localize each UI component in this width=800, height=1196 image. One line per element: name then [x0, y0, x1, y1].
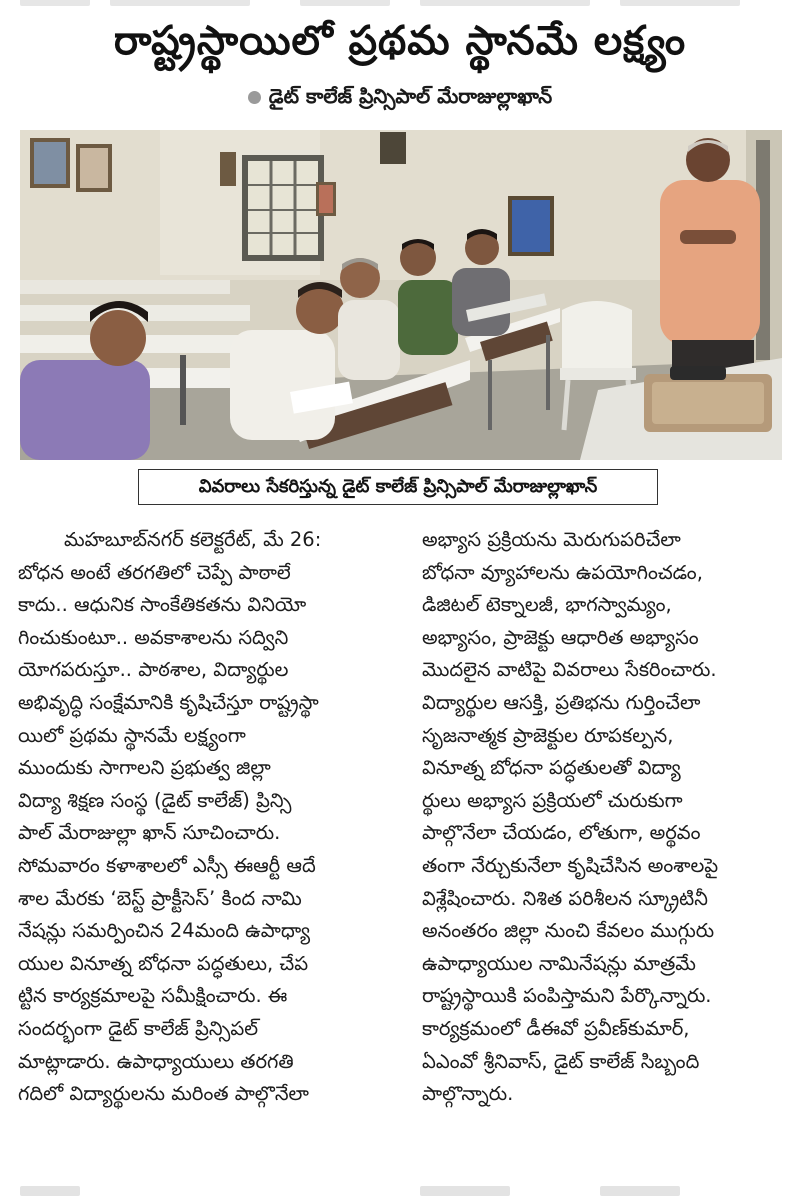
article-line: సోమవారం కళాశాలలో ఎస్సీ ఈఆర్టీ ఆదే [18, 853, 316, 877]
article-line: అభ్యాస ప్రక్రియను మెరుగుపరిచేలా [422, 528, 681, 551]
article-line: ముందుకు సాగాలని ప్రభుత్వ జిల్లా [18, 756, 271, 780]
article-line: అభివృద్ధి సంక్షేమానికి కృషిచేస్తూ రాష్ట్రస్థా [18, 690, 319, 714]
article-line: సందర్భంగా డైట్ కాలేజ్ ప్రిన్సిపల్ [18, 1016, 259, 1040]
article-line: యుల వినూత్న బోధనా పద్ధతులు, చేప [18, 951, 309, 975]
article-column-left [18, 524, 400, 1111]
article-line: ఉపాధ్యాయుల నామినేషన్లు మాత్రమే [422, 951, 696, 975]
article-line: తంగా నేర్చుకునేలా కృషిచేసిన అంశాలపై [422, 853, 719, 877]
article-line: సృజనాత్మక ప్రాజెక్టుల రూపకల్పన, [422, 723, 674, 747]
article-line: బోధనా వ్యూహాలను ఉపయోగించడం, [422, 560, 703, 584]
article-line: పాల్గొనేలా చేయడం, లోతుగా, అర్థవం [422, 821, 701, 845]
article-line: పాల్ మేరాజుల్లా ఖాన్ సూచించారు. [18, 821, 281, 845]
article-line: కార్యక్రమంలో డీఈవో ప్రవీణ్‌కుమార్, [422, 1016, 690, 1040]
article-line: గించుకుంటూ.. అవకాశాలను సద్విని [18, 625, 289, 649]
article-column-right [422, 524, 784, 1111]
article-line: మాట్లాడారు. ఉపాధ్యాయులు తరగతి [18, 1049, 294, 1073]
news-photo [20, 130, 782, 460]
window [242, 155, 324, 261]
article-line: విద్యార్థుల ఆసక్తి, ప్రతిభను గుర్తించేలా [422, 690, 701, 714]
article-line: గదిలో విద్యార్థులను మరింత పాల్గొనేలా [18, 1082, 309, 1106]
article-line: రాష్ట్రస్థాయికి పంపిస్తామని పేర్కొన్నారు. [422, 984, 712, 1008]
headline: రాష్ట్రస్థాయిలో ప్రథమ స్థానమే లక్ష్యం [113, 18, 687, 64]
cropped-previous-text [0, 0, 800, 8]
article-line: యిలో ప్రథమ స్థానమే లక్ష్యంగా [18, 723, 246, 747]
article-line: విద్యా శిక్షణ సంస్థ (డైట్ కాలేజ్) ప్రిన్సి [18, 788, 292, 812]
article-line: మొదలైన వాటిపై వివరాలు సేకరించారు. [422, 658, 717, 682]
article-line: వినూత్న బోధనా పద్ధతులతో విద్యా [422, 756, 681, 780]
article-line: డిజిటల్ టెక్నాలజీ, భాగస్వామ్యం, [422, 593, 672, 617]
subheadline [0, 84, 800, 113]
cropped-next-text [0, 1182, 800, 1194]
article-line: ర్థులు అభ్యాస ప్రక్రియలో చురుకుగా [422, 788, 683, 812]
photo-caption: వివరాలు సేకరిస్తున్న డైట్ కాలేజ్ ప్రిన్సిపాల్ మేరాజుల్లాఖాన్ [138, 469, 658, 505]
bullet-icon [248, 91, 261, 104]
article-line: పాల్గొన్నారు. [422, 1082, 514, 1106]
article-line: ఏఎంవో శ్రీనివాస్, డైట్ కాలేజ్ సిబ్బంది [422, 1049, 700, 1073]
article-line: యోగపరుస్తూ.. పాఠశాల, విద్యార్థుల [18, 658, 289, 682]
article-line: ట్టిన కార్యక్రమాలపై సమీక్షించారు. ఈ [18, 984, 288, 1008]
article-line: అనంతరం జిల్లా నుంచి కేవలం ముగ్గురు [422, 919, 715, 943]
article-line: మహబూబ్‌నగర్ కలెక్టరేట్, మే 26: [64, 528, 322, 551]
article-line: కాదు.. ఆధునిక సాంకేతికతను వినియో [18, 593, 307, 617]
article-line: అభ్యాసం, ప్రాజెక్టు ఆధారిత అభ్యాసం [422, 625, 699, 649]
article-line: విశ్లేషించారు. నిశిత పరిశీలన స్క్రూటినీ [422, 886, 708, 910]
article-line: శాల మేరకు ‘బెస్ట్ ప్రాక్టీసెస్’ కింద నామి [18, 886, 302, 910]
subheadline-text: డైట్ కాలేజ్ ప్రిన్సిపాల్ మేరాజుల్లాఖాన్ [268, 84, 553, 108]
article-line: బోధన అంటే తరగతిలో చెప్పే పాఠాలే [18, 560, 291, 584]
article-line: నేషన్లు సమర్పించిన 24మంది ఉపాధ్యా [18, 919, 311, 943]
